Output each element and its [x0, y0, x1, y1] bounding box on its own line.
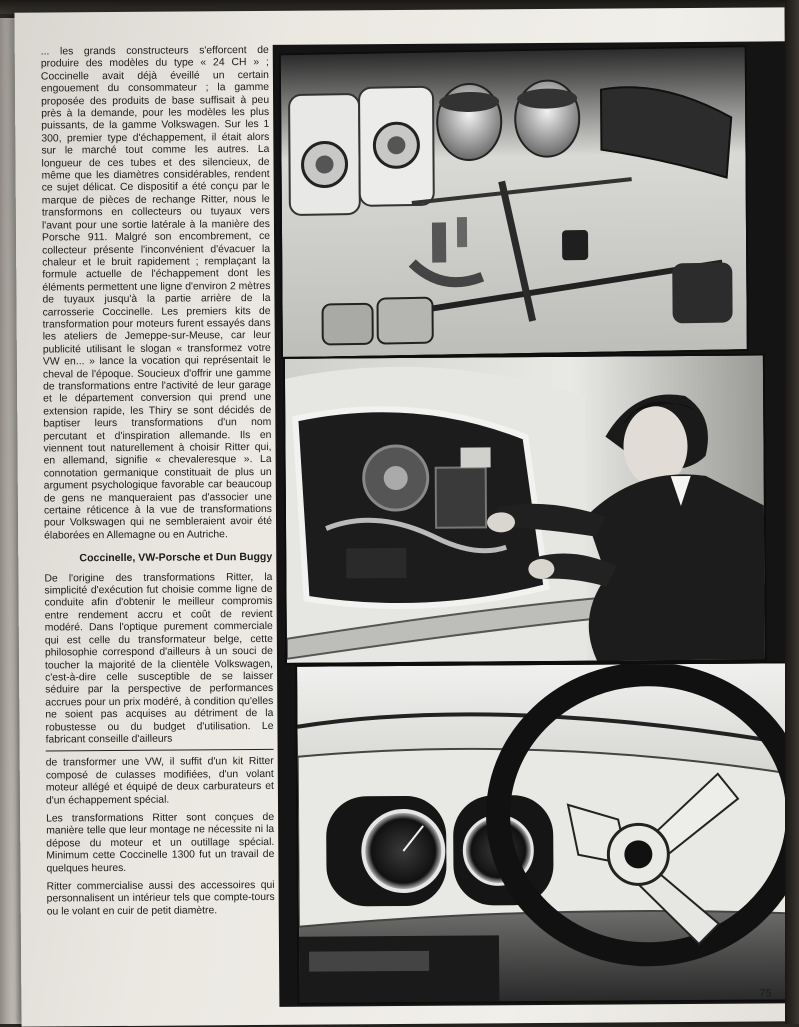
article-paragraph: Les transformations Ritter sont conçues de manière telle que leur montage ne nécessite ni la dépose du moteur et un outillage spécial. Minimum cette Coccinelle 1300 fut un travail de quelques heures. — [46, 811, 275, 875]
dashboard-steering-wheel-photo — [295, 661, 791, 1004]
photo-column — [273, 41, 794, 1007]
article-paragraph: de transformer une VW, il suffit d'un kit Ritter composé de culasses modifiées, d'un volant moteur allégé et équipé de deux carburateurs et d'un échappement spécial. — [45, 756, 274, 807]
article-subheading: Coccinelle, VW-Porsche et Dun Buggy — [79, 551, 273, 565]
section-divider — [46, 749, 274, 752]
article-text-column — [41, 45, 276, 1022]
magazine-page — [14, 7, 791, 1026]
engine-parts-kit-photo — [279, 45, 749, 359]
mechanic-engine-bay-photo — [283, 353, 767, 664]
background-right-edge — [785, 0, 799, 1024]
page-number: 75 — [759, 987, 772, 1000]
article-paragraph: De l'origine des transformations Ritter, la simplicité d'exécution fut choisie comme ligne de conduite afin d'obtenir le meilleur compromis entre rendement accru et coût de revient modéré. Dans l'optique purement commerciale qui est celle du transformateur belge, cette philosophie correspond d'ailleurs à un souci de toucher la majorité de la clientèle Volkswagen, c'est-à-dire celle susceptible de se laisser séduire par la perspective de performances accrues pour un prix modéré, à condition qu'elles ne soient pas acquises au détriment de la robustesse ou du budget d'utilisation. Le fabricant conseille d'ailleurs — [44, 571, 274, 746]
article-paragraph: Ritter commercialise aussi des accessoires qui personnalisent un intérieur tels que compte-tours ou le volant en cuir de petit diamètre. — [46, 879, 275, 918]
article-paragraph: ... les grands constructeurs s'efforcent de produire des modèles du type « 24 CH » ; Coccinelle avait déjà éveillé un certain engouement du consommateur ; la gamme proposée des produits de base suffisait à peu près à la demande, pour les modèles les plus puissants, de la gamme Volkswagen. Sur les 1 300, premier type d'échappement, il était alors sur le marché tout comme les autres. La longueur de ces tubes et des silencieux, de même que les diamètres considérables, rendent ce sujet délicat. Ce dispositif a été conçu par le marque de pièces de rechange Ritter, nous le transformons en collecteurs ou tuyaux vers l'avant pour une sortie latérale à la manière des Porsche 911. Malgré son encombrement, ce collecteur présente l'inconvénient d'évacuer la chaleur et le bruit rapidement ; remplaçant la formule actuelle de l'échappement dont les éléments permettent une ligne d'environ 2 mètres de tuyaux jusqu'à la partie arrière de la carrosserie Coccinelle. Les premiers kits de transformation pour moteurs furent essayés dans les ateliers de Jemeppe-sur-Meuse, car leur publicité utilisant le slogan « transformez votre VW en... » lance la vocation qui représentait le cheval de l'époque. Soucieux d'offrir une gamme de transformations entre l'activité de leur garage et le département conversion qui prend une extension rapide, les Thiry se sont décidés de baptiser leurs transformations d'un nom percutant et d'inspiration allemande. Ils en viennent tout naturellement à choisir Ritter qui, en allemand, signifie « chevaleresque ». La connotation germanique constituait de plus un argument psychologique favorable car beaucoup de gens ne manqueraient pas d'associer une certaine réticence à la vue de transformations pour Volkswagen qui ne sembleraient avoir été élaborées en Allemagne ou en Autriche. — [40, 44, 273, 542]
